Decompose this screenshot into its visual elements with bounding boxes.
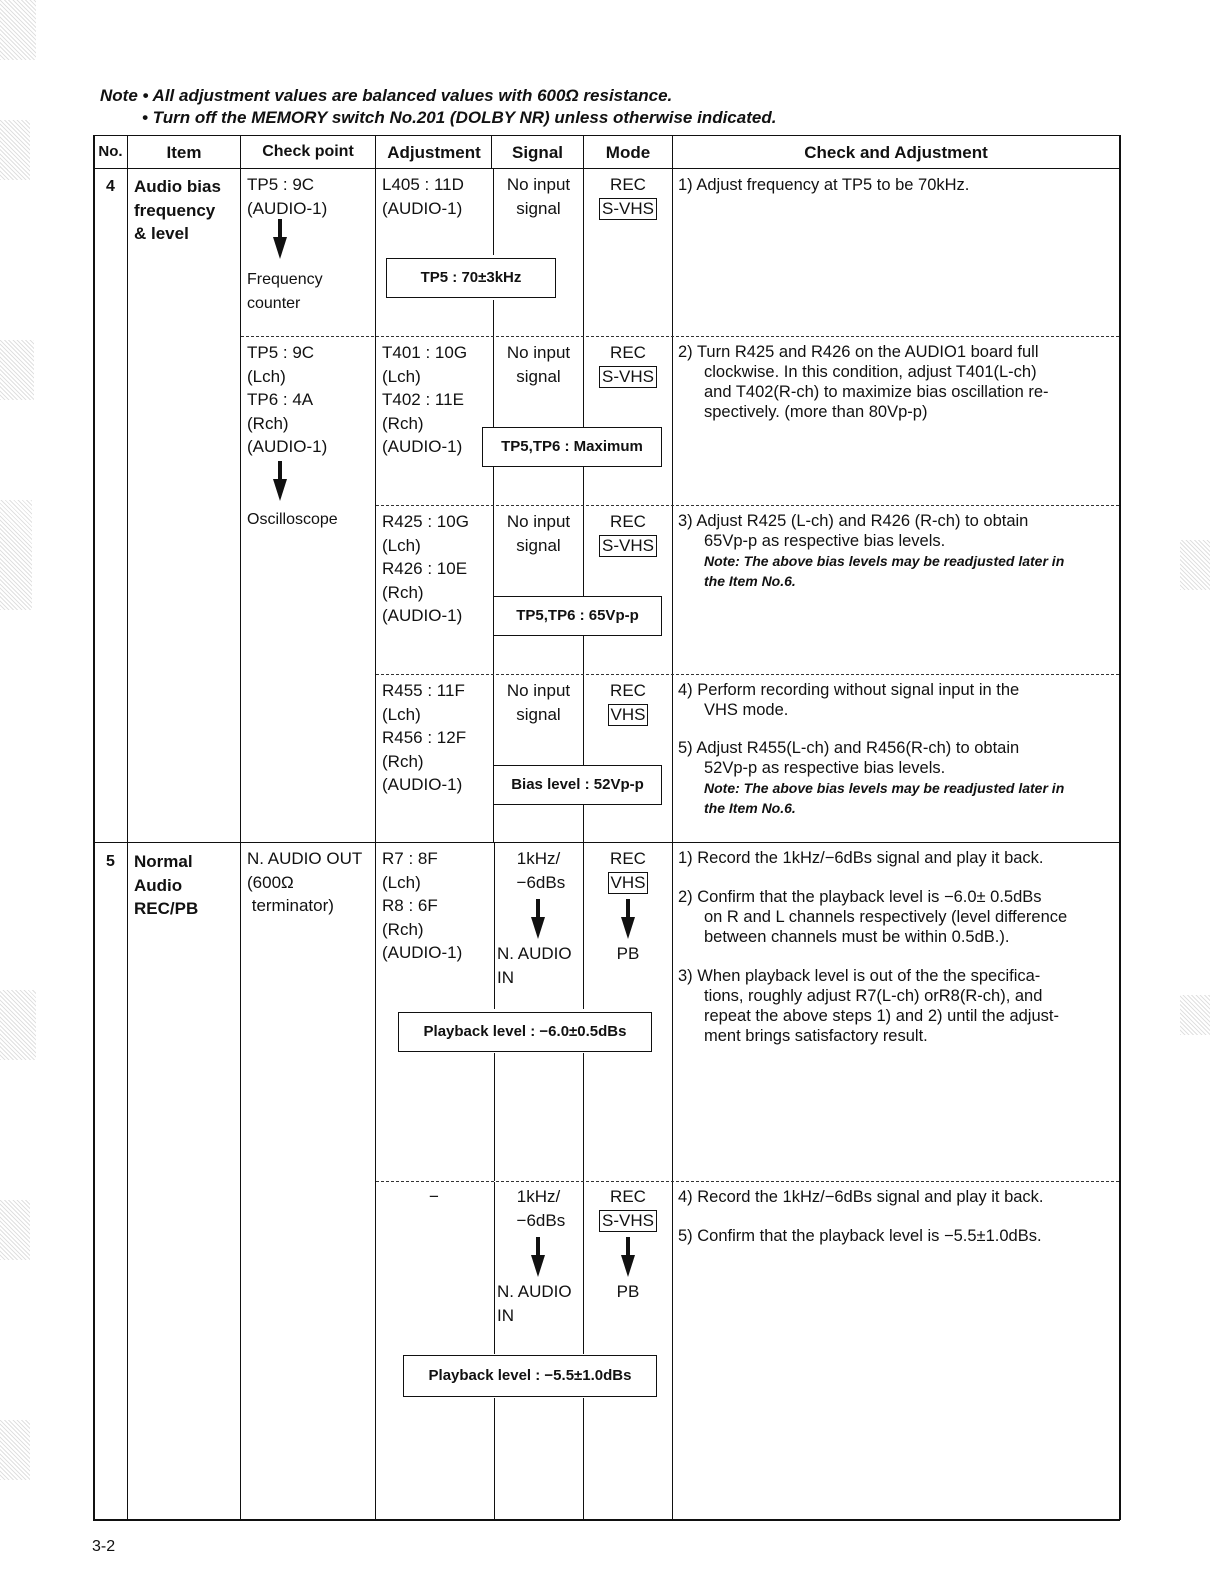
header-item: Item: [166, 143, 202, 162]
item-4-number: 4: [106, 178, 115, 195]
spec-box: Playback level : −6.0±0.5dBs: [398, 1012, 652, 1052]
adjustment-value: −: [429, 1187, 439, 1206]
scan-artifact: [0, 990, 36, 1060]
mode-box: S-VHS: [584, 197, 672, 221]
check-adjustment-step: 1) Record the 1kHz/−6dBs signal and play it back. 2) Confirm that the playback level is −6.0± 0.5dBs on R and L channels respectively (level difference between channels must be within 0.5dB.). 3) When playback level is out of the the specifica- tions, roughly adjust R7(L-ch) orR8(R-ch), and repeat the above steps 1) and 2) until the adjust- ment brings satisfactory result.: [678, 849, 1068, 1045]
scan-artifact: [0, 120, 30, 180]
adjustment-value: R425 : 10G (Lch) R426 : 10E (Rch) (AUDIO-1): [382, 512, 469, 625]
mode-box: VHS: [584, 703, 672, 727]
check-adjustment-step: 4) Perform recording without signal input in the VHS mode. 5) Adjust R455(L-ch) and R456(R-ch) to obtain 52Vp-p as respective bias levels. Note: The above bias levels may be readjusted later in the Item No.6.: [678, 681, 1065, 816]
arrow-down-icon: [621, 899, 635, 939]
check-adjustment-step: 3) Adjust R425 (L-ch) and R426 (R-ch) to obtain 65Vp-p as respective bias levels. Note: The above bias levels may be readjusted later in the Item No.6.: [678, 512, 1065, 589]
arrow-down-icon: [531, 1237, 545, 1277]
check-adjustment-step: 4) Record the 1kHz/−6dBs signal and play it back. 5) Confirm that the playback level is −5.5±1.0dBs.: [678, 1188, 1044, 1245]
signal-value: 1kHz/ −6dBs: [516, 1187, 566, 1230]
spec-box: TP5,TP6 : 65Vp-p: [493, 596, 662, 636]
mode-box: S-VHS: [584, 534, 672, 558]
spec-box: TP5 : 70±3kHz: [386, 258, 556, 298]
mode-value: REC: [610, 343, 646, 362]
scan-artifact: [0, 0, 36, 60]
scan-artifact: [1180, 995, 1210, 1035]
mode-box: VHS: [584, 871, 672, 895]
note-line-1: Note • All adjustment values are balanced values with 600Ω resistance.: [100, 86, 673, 105]
item-5-number: 5: [106, 853, 115, 870]
mode-value: REC: [610, 175, 646, 194]
signal-value: 1kHz/ −6dBs: [516, 849, 566, 892]
adjustment-value: T401 : 10G (Lch) T402 : 11E (Rch) (AUDIO-1): [382, 343, 468, 456]
scan-artifact: [0, 1420, 30, 1480]
spec-box: Bias level : 52Vp-p: [493, 765, 662, 805]
item-4-name: Audio bias frequency & level: [134, 177, 221, 243]
check-point: TP5 : 9C (Lch) TP6 : 4A (Rch) (AUDIO-1): [247, 343, 328, 456]
scan-artifact: [0, 1200, 30, 1260]
check-adjustment-step: 1) Adjust frequency at TP5 to be 70kHz.: [678, 176, 970, 194]
header-check-and-adjustment: Check and Adjustment: [804, 143, 988, 162]
header-signal: Signal: [511, 143, 563, 162]
mode-value: REC: [610, 1187, 646, 1206]
mode-value: REC: [610, 512, 646, 531]
header-no: No.: [98, 143, 123, 160]
header-adjustment: Adjustment: [387, 143, 481, 162]
header-check-point: Check point: [262, 143, 354, 160]
check-point: N. AUDIO OUT (600Ω terminator): [247, 849, 363, 915]
mode-box: S-VHS: [584, 1209, 672, 1233]
adjustment-value: L405 : 11D (AUDIO-1): [382, 175, 464, 218]
mode-value: REC: [610, 681, 646, 700]
arrow-down-icon: [273, 219, 287, 259]
check-point-instrument: Oscilloscope: [247, 511, 338, 528]
check-adjustment-step: 2) Turn R425 and R426 on the AUDIO1 board full clockwise. In this condition, adjust T401(L-ch) and T402(R-ch) to maximize bias oscillation re- spectively. (more than 80Vp-p): [678, 343, 1049, 421]
signal-value: No input signal: [506, 512, 571, 555]
mode-playback: PB: [616, 944, 640, 963]
adjustment-value: R7 : 8F (Lch) R8 : 6F (Rch) (AUDIO-1): [382, 849, 463, 962]
mode-value: REC: [610, 849, 646, 868]
arrow-down-icon: [273, 461, 287, 501]
arrow-down-icon: [621, 1237, 635, 1277]
check-point: TP5 : 9C (AUDIO-1): [247, 175, 328, 218]
adjustment-value: R455 : 11F (Lch) R456 : 12F (Rch) (AUDIO-1): [382, 681, 467, 794]
scan-artifact: [0, 340, 34, 400]
signal-value: No input signal: [506, 343, 571, 386]
signal-input: N. AUDIO IN: [497, 944, 572, 987]
spec-box: TP5,TP6 : Maximum: [482, 427, 662, 467]
signal-value: No input signal: [506, 681, 571, 724]
page-number: 3-2: [92, 1538, 116, 1555]
item-5-name: Normal Audio REC/PB: [134, 852, 199, 918]
note-line-2: • Turn off the MEMORY switch No.201 (DOLBY NR) unless otherwise indicated.: [142, 108, 777, 127]
mode-playback: PB: [616, 1282, 640, 1301]
header-mode: Mode: [605, 143, 651, 162]
spec-box: Playback level : −5.5±1.0dBs: [403, 1355, 657, 1397]
mode-box: S-VHS: [584, 365, 672, 389]
signal-input: N. AUDIO IN: [497, 1282, 572, 1325]
arrow-down-icon: [531, 899, 545, 939]
scan-artifact: [0, 500, 32, 610]
check-point-instrument: Frequency counter: [247, 271, 323, 312]
scan-artifact: [1180, 540, 1210, 590]
signal-value: No input signal: [506, 175, 571, 218]
